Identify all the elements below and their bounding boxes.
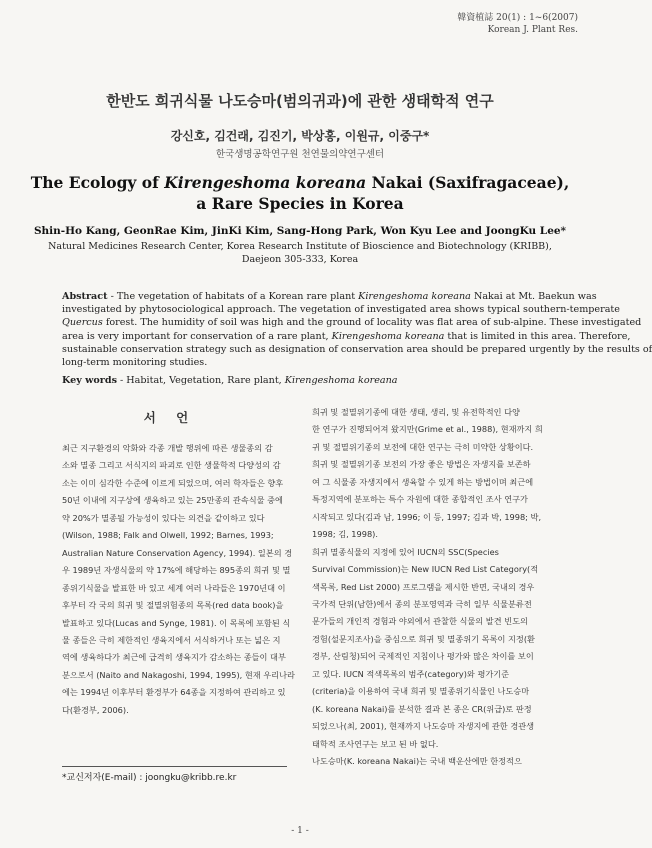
keywords-label: Key words	[62, 375, 117, 386]
body-text-line: 1998; 김, 1998).	[312, 529, 378, 540]
abstract-text: area is very important for conservation of a rare plant,	[62, 330, 332, 342]
journal-header	[378, 12, 578, 36]
keywords	[62, 375, 398, 386]
title-text: The Ecology of	[30, 173, 165, 192]
abstract-label: Abstract	[62, 291, 108, 302]
abstract-line: sustainable conservation strategy such as designation of conservation area should be prepared urgently by the results of	[62, 343, 652, 355]
footnote-divider	[62, 766, 287, 767]
journal-name: Korean J. Plant Res.	[487, 25, 578, 35]
body-text-line: 소는 이미 심각한 수준에 이르게 되었으며, 여러 학자들은 향후	[62, 477, 284, 488]
body-text-line: 귀 및 절멸위기종의 보전에 대한 연구는 극히 미약한 상황이다.	[312, 441, 534, 452]
abstract-genus: Quercus	[62, 317, 103, 329]
body-text-line: 종위기식물을 발표한 바 있고 세계 여러 나라들은 1970년대 이	[62, 582, 286, 593]
body-text-line: 한 연구가 진행되어져 왔지만(Grime et al., 1988), 현재까지 희	[312, 424, 543, 435]
abstract-species: Kirengeshoma koreana	[358, 291, 471, 302]
abstract-line: long-term monitoring studies.	[62, 357, 208, 369]
body-text-line: 색목록, Red List 2000) 프로그램을 제시한 반면, 국내의 경우	[312, 581, 535, 592]
body-text-line: 특정지역에 분포하는 특수 자원에 대한 종합적인 조사 연구가	[312, 494, 528, 505]
body-text-line: 시작되고 있다(김과 남, 1996; 이 등, 1997; 김과 박, 1998; 박,	[312, 511, 542, 522]
body-text-line: 나도승마(K. koreana Nakai)는 국내 백운산에만 한정적으	[312, 756, 522, 767]
body-text-line: 문가들의 개인적 경험과 야외에서 관찰한 식물의 발견 빈도의	[312, 616, 528, 627]
body-text-line: 여 그 식물종 자생지에서 생육할 수 있게 하는 방법이며 최근에	[312, 476, 534, 487]
body-text-line: 에는 1994년 이후부터 환경부가 64종을 지정하여 관리하고 있	[62, 687, 286, 698]
affiliation-line1: Natural Medicines Research Center, Korea Research Institute of Bioscience and Biotechnology (KRIBB),	[48, 241, 552, 252]
title-species: Kirengeshoma koreana	[164, 173, 367, 192]
body-text-line: 발표하고 있다(Lucas and Synge, 1981). 이 목록에 포함된 식	[62, 617, 291, 628]
body-text-line: (Wilson, 1988; Falk and Olwell, 1992; Barnes, 1993;	[62, 530, 274, 541]
keywords-text: - Habitat, Vegetation, Rare plant,	[116, 375, 285, 386]
body-text-line: 태학적 조사연구는 보고 된 바 없다.	[312, 738, 439, 749]
section-title: 서 언	[143, 410, 197, 425]
page-number: - 1 -	[291, 826, 309, 836]
english-authors: Shin-Ho Kang, GeonRae Kim, JinKi Kim, Sang-Hong Park, Won Kyu Lee and JoongKu Lee*	[33, 225, 567, 237]
english-title-line2: a Rare Species in Korea	[196, 194, 404, 213]
abstract-line	[62, 330, 631, 343]
body-text-line: (criteria)을 이용하여 국내 희귀 및 멸종위기식물인 나도승마	[312, 686, 530, 697]
english-affiliation	[0, 240, 600, 266]
right-column	[312, 404, 562, 771]
title-text: Nakai (Saxifragaceae),	[366, 173, 570, 192]
abstract-line	[62, 316, 642, 329]
body-text-line: 희귀 및 절멸위기종에 대한 생태, 생리, 및 유전학적인 다양	[312, 407, 520, 417]
korean-authors: 강신호, 김건래, 김진기, 박상홍, 이원규, 이중구*	[170, 129, 430, 143]
abstract-line	[62, 290, 597, 303]
body-text-line: 약 20%가 멸종될 가능성이 있다는 의견을 같이하고 있다	[62, 512, 265, 523]
korean-affiliation: 한국생명공학연구원 천연물의약연구센터	[215, 149, 385, 160]
abstract-line: investigated by phytosociological approach. The vegetation of investigated area shows typical southern-temperate	[62, 304, 620, 316]
korean-title: 한반도 희귀식물 나도승마(범의귀과)에 관한 생태학적 연구	[106, 92, 494, 110]
body-text-line: 경험(설문지조사)을 중심으로 희귀 및 멸종위기 목록이 지정(환	[312, 633, 535, 644]
body-text-line: Survival Commission)는 New IUCN Red List Category(적	[312, 564, 539, 575]
english-title	[0, 172, 600, 214]
abstract-text: that is limited in this area. Therefore,	[444, 330, 631, 342]
body-text-line: 되었으나(최, 2001), 현재까지 나도승마 자생지에 관한 경관생	[312, 721, 535, 732]
abstract-text: - The vegetation of habitats of a Korean rare plant	[107, 291, 359, 302]
body-text-line: 소와 멸종 그리고 서식지의 파괴로 인한 생물학적 다양성의 감	[62, 460, 281, 471]
body-text-line: 우 1989년 자생식물의 약 17%에 해당하는 895종의 희귀 및 멸	[62, 565, 291, 576]
left-column	[62, 440, 295, 719]
body-text-line: 희귀 및 절멸위기종 보전의 가장 좋은 방법은 자생지를 보존하	[312, 459, 531, 470]
body-text-line: 분으로서 (Naito and Nakagoshi, 1994, 1995), 현재 우리나라	[62, 669, 295, 680]
abstract	[62, 290, 652, 369]
abstract-species: Kirengeshoma koreana	[331, 330, 445, 342]
body-text-line: (K. koreana Nakai)를 분석한 결과 본 종은 CR(위급)로 판정	[312, 703, 532, 714]
body-text-line: 국가적 단위(남한)에서 종의 분포영역과 극히 일부 식물분류전	[312, 598, 532, 609]
body-text-line: 50년 이내에 지구상에 생육하고 있는 25만종의 관속식물 중에	[62, 495, 283, 506]
body-text-line: 경부, 산림청)되어 국제적인 지침이나 평가와 많은 차이를 보이	[312, 651, 534, 662]
body-text-line: 희귀 멸종식물의 지정에 있어 IUCN의 SSC(Species	[312, 546, 499, 557]
body-text-line: Australian Nature Conservation Agency, 1994). 일본의 경	[62, 547, 293, 558]
journal-citation: 韓資植誌 20(1) : 1~6(2007)	[457, 13, 578, 23]
keywords-species: Kirengeshoma koreana	[284, 375, 398, 386]
body-text-line: 다(환경부, 2006).	[62, 704, 129, 715]
english-title-line1	[0, 172, 600, 193]
body-text-line: 최근 지구환경의 악화와 각종 개발 행위에 따른 생물종의 감	[62, 443, 273, 453]
affiliation-line2: Daejeon 305-333, Korea	[241, 254, 359, 265]
abstract-text: Nakai at Mt. Baekun was	[470, 291, 597, 302]
body-text-line: 역에 생육하다가 최근에 급격히 생육지가 감소하는 종들이 대부	[62, 652, 286, 663]
body-text-line: 고 있다. IUCN 적색목록의 범주(category)와 평가기준	[312, 668, 510, 679]
footnote: *교신저자(E-mail) : joongku@kribb.re.kr	[62, 773, 237, 783]
body-text-line: 후부터 각 국의 희귀 및 절멸위험종의 목록(red data book)을	[62, 600, 284, 611]
abstract-text: forest. The humidity of soil was high and the ground of locality was flat area of sub-alpine. These investigated	[102, 317, 642, 329]
body-text-line: 물 종들은 극히 제한적인 생육지에서 서식하거나 또는 넓은 지	[62, 634, 281, 645]
